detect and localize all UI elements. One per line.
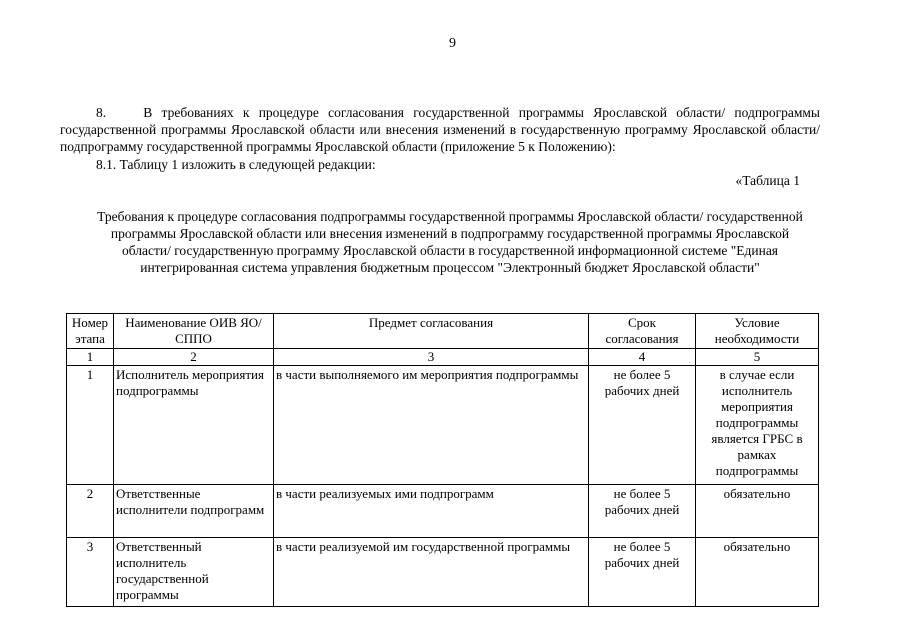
table-title: Требования к процедуре согласования подпрограммы государственной программы Ярославской области/ государственной программы Ярославской области или внесения изменений в подпрограмму государственной программы Ярославской области/ государственную программу Ярославской области в государственной информационной системе "Единая интегрированная система управления бюджетным процессом "Электронный бюджет Ярославской области" [97,209,803,275]
header-condition: Условие необходимости [696,314,819,349]
cell-stage: 1 [67,366,114,485]
table-row [67,485,819,538]
cell-term: не более 5 рабочих дней [589,538,696,607]
table-row [67,366,819,485]
cell-stage: 3 [67,538,114,607]
cell-subject: в части реализуемых ими подпрограмм [274,485,589,538]
cell-name: Исполнитель мероприятия подпрограммы [114,366,274,485]
cell-subject: в части выполняемого им мероприятия подпрограммы [274,366,589,485]
cell-condition: в случае если исполнитель мероприятия подпрограммы является ГРБС в рамках подпрограммы [696,366,819,485]
cell-subject: в части реализуемой им государственной программы [274,538,589,607]
cell-term: не более 5 рабочих дней [589,485,696,538]
cell-condition: обязательно [696,485,819,538]
table-row [67,538,819,607]
column-number: 4 [589,349,696,366]
column-number: 1 [67,349,114,366]
cell-stage: 2 [67,485,114,538]
cell-name: Ответственные исполнители подпрограмм [114,485,274,538]
header-subject: Предмет согласования [274,314,589,349]
cell-name: Ответственный исполнитель государственной программы [114,538,274,607]
column-number: 3 [274,349,589,366]
column-number-row [67,349,819,366]
paragraph-8-1: 8.1. Таблицу 1 изложить в следующей редакции: [96,157,376,172]
header-term: Срок согласования [589,314,696,349]
paragraph-8-number: 8. [96,105,107,120]
paragraph-8 [60,104,820,155]
cell-term: не более 5 рабочих дней [589,366,696,485]
cell-condition: обязательно [696,538,819,607]
requirements-table [66,313,819,607]
paragraph-8-text: В требованиях к процедуре согласования государственной программы Ярославской области/ подпрограммы государственной программы Ярославской области или внесения изменений в государственную программу Ярославской области/ подпрограмму государственной программы Ярославской области (приложение 5 к Положению): [60,105,821,154]
header-stage: Номер этапа [67,314,114,349]
table-header-row [67,314,819,349]
column-number: 2 [114,349,274,366]
page-number: 9 [449,36,456,51]
header-name: Наименование ОИВ ЯО/ СППО [114,314,274,349]
table-label: «Таблица 1 [735,173,800,188]
column-number: 5 [696,349,819,366]
